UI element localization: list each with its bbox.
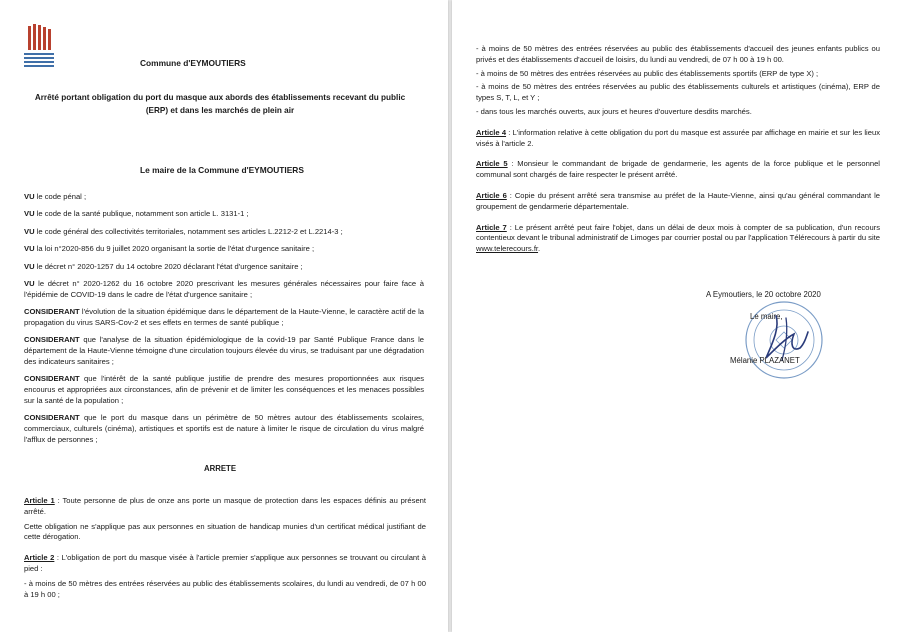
considerant-item: CONSIDERANT que l'intérêt de la santé publique justifie de prendre des mesures proportionnées aux risques encourus et appropriées aux circonstances, afin de prévenir et de limiter les conséquences et les menaces possibles sur la santé de la population ; <box>24 374 424 405</box>
arrete-heading: ARRETE <box>203 464 237 473</box>
article-7: Article 7 : Le présent arrêté peut faire l'objet, dans un délai de deux mois à compter de sa publication, d'un recours contentieux devant le tribunal administratif de Limoges par courrier postal ou par l'application Télérecours à partir du site www.telerecours.fr. <box>476 222 880 254</box>
considerant-item: CONSIDERANT que l'analyse de la situation épidémiologique de la covid-19 par Santé Publique France dans le département de la Haute-Vienne témoigne d'une circulation toujours élevée du virus, se traduisant par une dégradation des indicateurs sanitaires ; <box>24 335 424 366</box>
vu-item: VU le décret n° 2020-1257 du 14 octobre 2020 déclarant l'état d'urgence sanitaire ; <box>24 261 303 271</box>
article-1-derogation: Cette obligation ne s'applique pas aux personnes en situation de handicap munies d'un certificat médical justifiant de cette dérogation. <box>24 521 426 542</box>
commune-logo-icon <box>22 24 56 70</box>
left-page <box>0 0 448 632</box>
signature-role: Le maire, <box>750 312 783 321</box>
article-2-item: - dans tous les marchés ouverts, aux jours et heures d'ouverture desdits marchés. <box>476 106 752 116</box>
commune-header: Commune d'EYMOUTIERS <box>140 58 246 68</box>
article-4: Article 4 : L'information relative à cette obligation du port du masque est assurée par affichage en mairie et sur les lieux visés à l'article 2. <box>476 127 880 148</box>
article-2-item: - à moins de 50 mètres des entrées réservées au public des établissements sportifs (ERP de type X) ; <box>476 68 819 78</box>
decree-title: Arrêté portant obligation du port du masque aux abords des établissements recevant du public (ERP) et dans les marchés de plein air <box>34 93 406 115</box>
signature-date: A Eymoutiers, le 20 octobre 2020 <box>706 290 821 299</box>
vu-item: VU le décret n° 2020-1262 du 16 octobre 2020 prescrivant les mesures générales nécessaires pour faire face à l'épidémie de COVID-19 dans le cadre de l'état d'urgence sanitaire ; <box>24 278 424 299</box>
signature-name: Mélanie PLAZANET <box>730 356 800 365</box>
considerant-item: CONSIDERANT l'évolution de la situation épidémique dans le département de la Haute-Vienne, le caractère actif de la propagation du virus SARS-Cov-2 et ses effets en termes de santé publique ; <box>24 307 424 327</box>
article-5: Article 5 : Monsieur le commandant de brigade de gendarmerie, les agents de la force publique et le personnel communal sont chargés de faire respecter le présent arrêté. <box>476 159 880 180</box>
considerant-item: CONSIDERANT que le port du masque dans un périmètre de 50 mètres autour des établissements scolaires, commerciaux, culturels (cinéma), artistiques et sportifs est de nature à limiter le risque de circulation du virus malgré l'afflux de personnes ; <box>24 413 424 444</box>
article-1: Article 1 : Toute personne de plus de onze ans porte un masque de protection dans les espaces définis au présent arrêté. <box>24 496 426 516</box>
vu-item: VU la loi n°2020-856 du 9 juillet 2020 organisant la sortie de l'état d'urgence sanitaire ; <box>24 244 315 254</box>
maire-heading: Le maire de la Commune d'EYMOUTIERS <box>140 165 304 175</box>
signature-block <box>706 290 886 380</box>
vu-item: VU le code général des collectivités territoriales, notamment ses articles L.2212-2 et L.2214-3 ; <box>24 226 343 236</box>
vu-item: VU le code pénal ; <box>24 192 87 201</box>
article-2-item: - à moins de 50 mètres des entrées réservées au public des établissements d'accueil des jeunes enfants publics ou privés et des établissements d'accueil de loisirs, du lundi au vendredi, de 07 h 00 à 19 h 00. <box>476 44 880 64</box>
telerecours-link[interactable]: www.telerecours.fr <box>476 244 539 254</box>
right-page <box>452 0 900 632</box>
article-6: Article 6 : Copie du présent arrêté sera transmise au préfet de la Haute-Vienne, ainsi qu'au général commandant le groupement de gendarmerie départementale. <box>476 190 880 211</box>
article-2: Article 2 : L'obligation de port du masque visée à l'article premier s'applique aux personnes se trouvant ou circulant à pied : <box>24 553 427 573</box>
vu-item: VU le code de la santé publique, notamment son article L. 3131-1 ; <box>24 209 249 219</box>
vu-list <box>24 192 424 452</box>
articles-left <box>24 496 426 604</box>
article-2-item: - à moins de 50 mètres des entrées réservées au public des établissements scolaires, du lundi au vendredi, de 07 h 00 à 19 h 00 ; <box>24 578 426 599</box>
article-2-item: - à moins de 50 mètres des entrées réservées au public des établissements culturels et artistiques (cinéma), ERP de types S, T, L, et Y ; <box>476 82 880 103</box>
articles-right <box>476 44 880 258</box>
